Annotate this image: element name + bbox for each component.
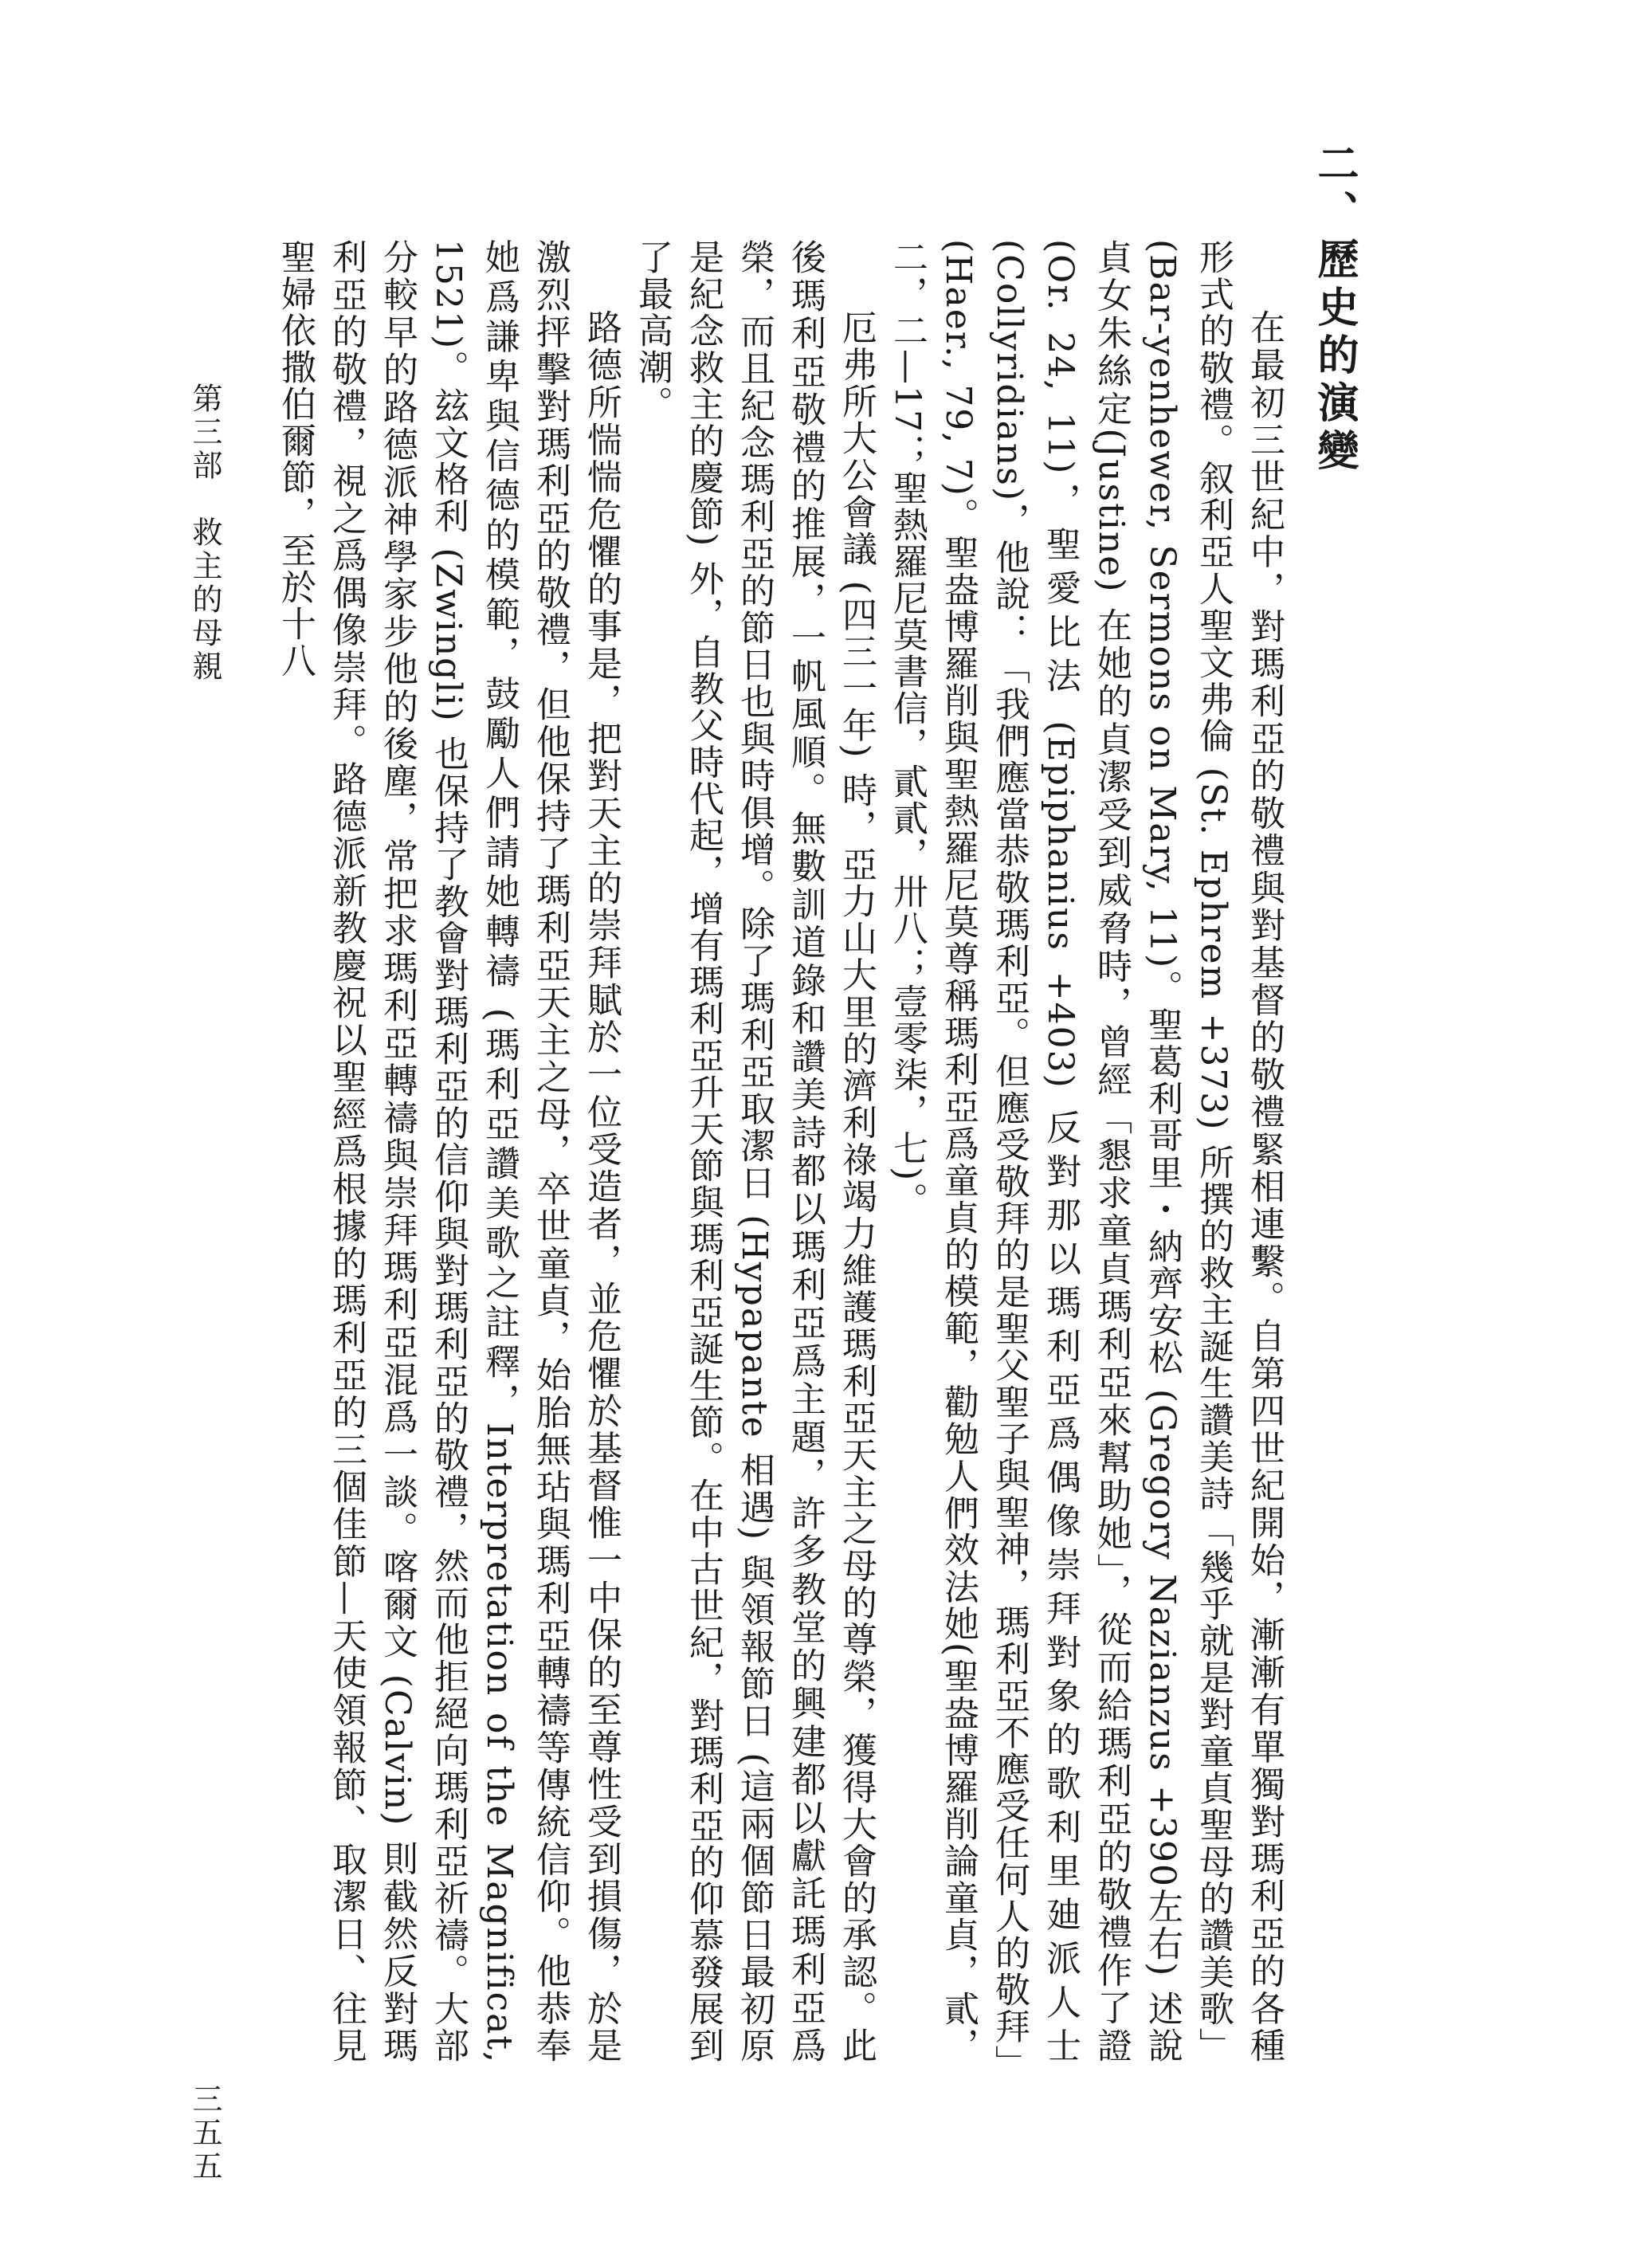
body-text — [269, 239, 1289, 2064]
running-header: 第三部 救主的母親 — [187, 383, 222, 684]
paragraph-3: 路德所惴惴危懼的事是，把對天主的崇拜賦於一位受造者，並危懼於基督惟一中保的至尊性受到損傷，於是激烈抨擊對瑪利亞的敬禮，但他保持了瑪利亞天主之母，卒世童貞，始胎無玷與瑪利亞轉禱等傳統信仰。他恭奉她爲謙卑與信德的模範，鼓勵人們請她轉禱 (瑪利亞讚美歌之註釋，Interpretation of the Magnificat, 1521)。玆文格利 (Zwingli) 也保持了教會對瑪利亞的信仰與對瑪利亞的敬禮，然而他拒絕向瑪利亞祈禱。大部分較早的路德派神學家步他的後塵，常把求瑪利亞轉禱與崇拜瑪利亞混爲一談。喀爾文 (Calvin) 則截然反對瑪利亞的敬禮，視之爲偶像崇拜。路德派新教慶祝以聖經爲根據的瑪利亞的三個佳節—天使領報節、取潔日、往見聖婦依撒伯爾節，至於十八 — [275, 239, 622, 2064]
section-heading: 二、歷史的演變 — [1310, 142, 1359, 477]
page-number: 三五五 — [187, 2083, 222, 2184]
paragraph-1: 在最初三世紀中，對瑪利亞的敬禮與對基督的敬禮緊相連繫。自第四世紀開始，漸漸有單獨對瑪利亞的各種形式的敬禮。叙利亞人聖文弗倫 (St. Ephrem +373) 所撰的救主誕生讚美詩「幾乎就是對童貞聖母的讚美歌」(Bar-yenhewer, Sermons on Mary, 11)。聖葛利哥里・納齊安松 (Gregory Nazianzus +390左右) 述說貞女朱絲定(Justine) 在她的貞潔受到威脅時，曾經「懇求童貞瑪利亞來幫助她」，從而給瑪利亞的敬禮作了證 (Or. 24, 11)，聖愛比法 (Epiphanius +403) 反對那以瑪利亞爲偶像崇拜對象的歌利里廸派人士 (Collyridians)，他說：「我們應當恭敬瑪利亞。但應受敬拜的是聖父聖子與聖神，瑪利亞不應受任何人的敬拜」(Haer., 79, 7)。聖盎博羅削與聖熱羅尼莫尊稱瑪利亞爲童貞的模範，勸勉人們效法她(聖盎博羅削論童貞，貳，二，二—17；聖熱羅尼莫書信，貳貳，卅八；壹零柒，七)。 — [887, 239, 1285, 2064]
paragraph-2: 厄弗所大公會議 (四三一年) 時，亞力山大里的濟利祿竭力維護瑪利亞天主之母的尊榮，獲得大會的承認。此後瑪利亞敬禮的推展，一帆風順。無數訓道錄和讚美詩都以瑪利亞爲主題，許多教堂的興建都以獻託瑪利亞爲榮，而且紀念瑪利亞的節日也與時俱增。除了瑪利亞取潔日 (Hypapante 相遇) 與領報節日 (這兩個節日最初原是紀念救主的慶節) 外，自教父時代起，增有瑪利亞升天節與瑪利亞誕生節。在中古世紀，對瑪利亞的仰慕發展到了最高潮。 — [632, 239, 877, 2064]
page-footer — [183, 383, 227, 2184]
